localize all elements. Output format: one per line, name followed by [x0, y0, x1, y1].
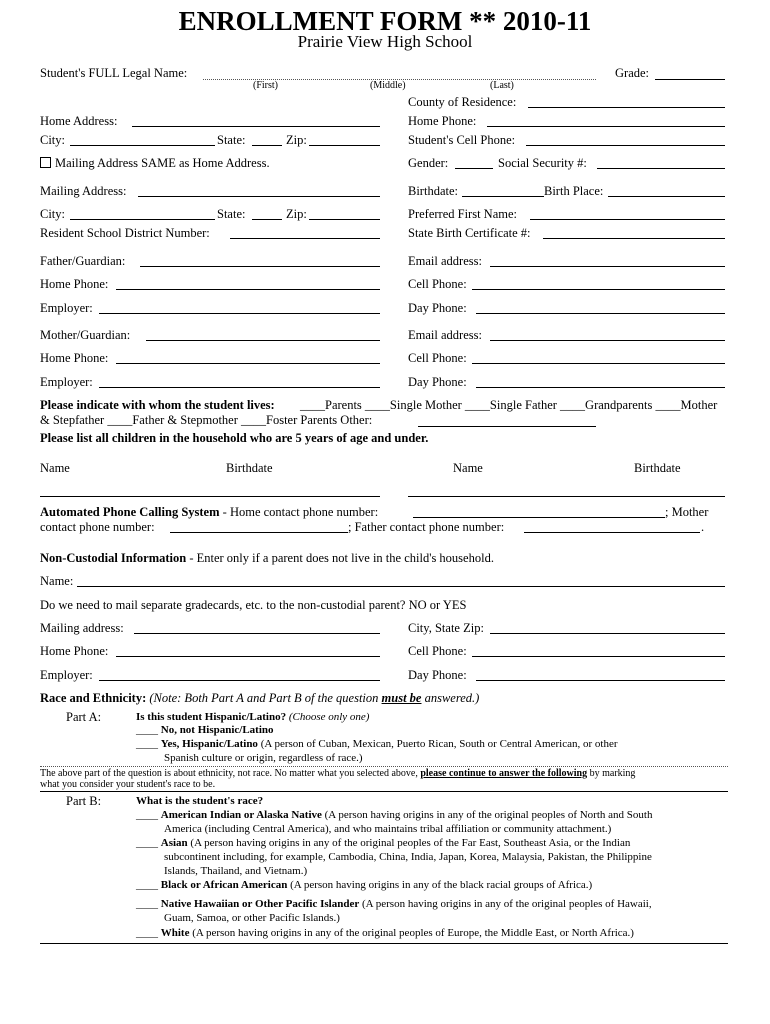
race-asian-option[interactable] — [136, 837, 630, 850]
father-employer-label: Employer: — [40, 301, 93, 315]
children-birthdate-header: Birthdate — [226, 461, 273, 475]
separate-mail-question[interactable]: Do we need to mail separate gradecards, etc. to the non-custodial parent? NO or YES — [40, 598, 467, 612]
noncustodial-desc: - Enter only if a parent does not live in the child's household. — [186, 551, 494, 565]
noncustodial-day-phone-field[interactable] — [476, 680, 725, 681]
race-black-desc: (A person having origins in any of the black racial groups of Africa.) — [287, 879, 593, 891]
ssn-field[interactable] — [597, 168, 725, 169]
mother-day-phone-label: Day Phone: — [408, 375, 467, 389]
father-contact-period: . — [701, 520, 705, 534]
father-day-phone-label: Day Phone: — [408, 301, 467, 315]
race-asian-desc-2: subcontinent including, for example, Cambodia, China, India, Japan, Korea, Malaysia, Pakistan, the Philippine — [164, 851, 652, 863]
phone-system-line1 — [40, 505, 378, 520]
mailing-address-label: Mailing Address: — [40, 184, 127, 198]
state-label: State: — [217, 133, 246, 147]
race-black-blank[interactable]: ____ — [136, 879, 158, 891]
father-contact-field[interactable] — [524, 532, 700, 533]
children-name-header: Name — [40, 461, 70, 475]
mother-guardian-label: Mother/Guardian: — [40, 328, 131, 342]
father-guardian-label: Father/Guardian: — [40, 254, 126, 268]
yes-hispanic-label: Yes, Hispanic/Latino — [160, 738, 258, 750]
home-phone-field[interactable] — [487, 126, 725, 127]
birth-cert-label: State Birth Certificate #: — [408, 226, 531, 240]
father-home-phone-field[interactable] — [116, 289, 380, 290]
father-guardian-field[interactable] — [140, 266, 380, 267]
child-entry-field-1[interactable] — [40, 496, 380, 497]
ethnicity-note-link: please continue to answer the following — [420, 768, 588, 779]
race-ai-option[interactable] — [136, 809, 652, 822]
noncustodial-heading — [40, 551, 494, 566]
father-home-phone-label: Home Phone: — [40, 277, 109, 291]
noncustodial-home-phone-label: Home Phone: — [40, 644, 109, 658]
ethnicity-note-b: by marking — [587, 768, 636, 779]
mother-tail: ; Mother — [665, 505, 709, 519]
part-b-label: Part B: — [66, 794, 102, 808]
no-hispanic-blank[interactable]: ____ — [136, 724, 158, 736]
full-name-label: Student's FULL Legal Name: — [40, 66, 188, 80]
mail-city-field[interactable] — [70, 219, 215, 220]
race-ai-label: American Indian or Alaska Native — [160, 809, 322, 821]
home-phone-label: Home Phone: — [408, 114, 477, 128]
no-hispanic-label: No, not Hispanic/Latino — [160, 724, 274, 736]
part-a-question: Is this student Hispanic/Latino? — [136, 711, 287, 723]
separator-rule — [40, 791, 728, 792]
mother-employer-label: Employer: — [40, 375, 93, 389]
race-nh-label: Native Hawaiian or Other Pacific Islander — [160, 898, 360, 910]
ethnicity-note-a: The above part of the question is about ethnicity, not race. No matter what you selected above, — [40, 768, 421, 779]
mail-state-label: State: — [217, 207, 246, 221]
phone-system-title: Automated Phone Calling System — [40, 505, 220, 519]
race-note-b: answered.) — [421, 691, 480, 705]
home-address-label: Home Address: — [40, 114, 118, 128]
city-field[interactable] — [70, 145, 215, 146]
birthplace-field[interactable] — [608, 196, 725, 197]
noncustodial-cell-field[interactable] — [472, 656, 725, 657]
student-cell-field[interactable] — [526, 145, 725, 146]
last-caption: (Last) — [490, 80, 514, 91]
race-nh-option[interactable] — [136, 898, 652, 911]
page-title: ENROLLMENT FORM ** 2010-11 — [178, 6, 592, 36]
birthplace-label: Birth Place: — [544, 184, 604, 198]
mother-home-phone-field[interactable] — [116, 363, 380, 364]
yes-hispanic-blank[interactable]: ____ — [136, 738, 158, 750]
part-a-choose: (Choose only one) — [286, 711, 370, 723]
children-name-header-2: Name — [453, 461, 483, 475]
mother-email-field[interactable] — [490, 340, 725, 341]
grade-field[interactable] — [655, 79, 725, 80]
part-a-label: Part A: — [66, 710, 102, 724]
race-ai-blank[interactable]: ____ — [136, 809, 158, 821]
home-contact-field[interactable] — [413, 517, 665, 518]
race-asian-blank[interactable]: ____ — [136, 837, 158, 849]
noncustodial-day-phone-label: Day Phone: — [408, 668, 467, 682]
preferred-name-label: Preferred First Name: — [408, 207, 517, 221]
mother-contact-label: contact phone number: — [40, 520, 155, 534]
birthdate-field[interactable] — [462, 196, 544, 197]
noncustodial-name-field[interactable] — [77, 586, 725, 587]
child-entry-field-2[interactable] — [408, 496, 725, 497]
father-cell-field[interactable] — [472, 289, 725, 290]
noncustodial-title: Non-Custodial Information — [40, 551, 187, 565]
same-address-checkbox[interactable] — [40, 157, 51, 168]
district-label: Resident School District Number: — [40, 226, 210, 240]
lives-with-options-line2[interactable]: & Stepfather ____Father & Stepmother ____Foster Parents Other: — [40, 413, 373, 427]
race-white-desc: (A person having origins in any of the original peoples of Europe, the Middle East, or North Africa.) — [189, 927, 634, 939]
yes-hispanic-option[interactable] — [136, 738, 618, 751]
race-ai-desc-2: America (including Central America), and who maintains tribal affiliation or community attachment.) — [164, 823, 612, 835]
bottom-rule — [40, 943, 728, 944]
county-field[interactable] — [528, 107, 725, 108]
race-title: Race and Ethnicity: — [40, 691, 147, 705]
race-nh-desc-1: (A person having origins in any of the original peoples of Hawaii, — [359, 898, 652, 910]
part-b-question: What is the student's race? — [136, 795, 264, 807]
noncustodial-name-label: Name: — [40, 574, 74, 588]
race-asian-label: Asian — [160, 837, 188, 849]
gender-label: Gender: — [408, 156, 449, 170]
father-cell-label: Cell Phone: — [408, 277, 467, 291]
ssn-label: Social Security #: — [498, 156, 587, 170]
race-asian-desc-3: Islands, Thailand, and Vietnam.) — [164, 865, 308, 877]
race-nh-desc-2: Guam, Samoa, or other Pacific Islands.) — [164, 912, 340, 924]
first-caption: (First) — [253, 80, 278, 91]
mother-guardian-field[interactable] — [146, 340, 380, 341]
home-contact-label: - Home contact phone number: — [219, 505, 379, 519]
school-name: Prairie View High School — [297, 32, 473, 51]
race-nh-blank[interactable]: ____ — [136, 898, 158, 910]
race-white-blank[interactable]: ____ — [136, 927, 158, 939]
noncustodial-employer-field[interactable] — [99, 680, 380, 681]
noncustodial-mailing-label: Mailing address: — [40, 621, 124, 635]
state-field[interactable] — [252, 145, 282, 146]
birthdate-label: Birthdate: — [408, 184, 458, 198]
yes-hispanic-desc-2: Spanish culture or origin, regardless of race.) — [164, 752, 363, 764]
gender-field[interactable] — [455, 168, 493, 169]
noncustodial-home-phone-field[interactable] — [116, 656, 380, 657]
noncustodial-mailing-field[interactable] — [134, 633, 380, 634]
mother-employer-field[interactable] — [99, 387, 380, 388]
father-employer-field[interactable] — [99, 313, 380, 314]
race-black-option[interactable] — [136, 879, 592, 892]
same-address-option[interactable] — [40, 156, 270, 171]
noncustodial-cell-label: Cell Phone: — [408, 644, 467, 658]
race-asian-desc-1: (A person having origins in any of the original peoples of the Far East, Southeast Asia, or the Indian — [187, 837, 631, 849]
mother-email-label: Email address: — [408, 328, 482, 342]
race-white-option[interactable] — [136, 927, 634, 940]
zip-label: Zip: — [286, 133, 307, 147]
father-email-field[interactable] — [490, 266, 725, 267]
mother-contact-field[interactable] — [170, 532, 348, 533]
student-cell-label: Student's Cell Phone: — [408, 133, 516, 147]
noncustodial-city-field[interactable] — [490, 633, 725, 634]
part-a-question-line — [136, 711, 369, 724]
no-hispanic-option[interactable] — [136, 724, 274, 737]
mail-zip-label: Zip: — [286, 207, 307, 221]
mother-day-phone-field[interactable] — [476, 387, 725, 388]
zip-field[interactable] — [309, 145, 380, 146]
home-address-field[interactable] — [132, 126, 380, 127]
mother-cell-label: Cell Phone: — [408, 351, 467, 365]
race-ai-desc-1: (A person having origins in any of the original peoples of North and South — [321, 809, 653, 821]
mail-state-field[interactable] — [252, 219, 282, 220]
mail-zip-field[interactable] — [309, 219, 380, 220]
lives-with-prompt: Please indicate with whom the student lives: — [40, 398, 275, 412]
same-address-label: Mailing Address SAME as Home Address. — [55, 156, 270, 170]
race-note-a: (Note: Both Part A and Part B of the question — [146, 691, 382, 705]
separator-line — [40, 766, 728, 767]
mail-city-label: City: — [40, 207, 66, 221]
children-prompt: Please list all children in the household who are 5 years of age and under. — [40, 431, 429, 445]
race-note-must: must be — [381, 691, 422, 705]
yes-hispanic-desc-1: (A person of Cuban, Mexican, Puerto Rican, South or Central American, or other — [257, 738, 618, 750]
preferred-name-field[interactable] — [530, 219, 725, 220]
district-field[interactable] — [230, 238, 380, 239]
city-label: City: — [40, 133, 66, 147]
race-white-label: White — [160, 927, 190, 939]
grade-label: Grade: — [615, 66, 650, 80]
ethnicity-note-line2: what you consider your student's race to be. — [40, 779, 216, 790]
middle-caption: (Middle) — [370, 80, 406, 91]
mailing-address-field[interactable] — [138, 196, 380, 197]
race-heading — [40, 691, 479, 706]
noncustodial-city-label: City, State Zip: — [408, 621, 484, 635]
father-email-label: Email address: — [408, 254, 482, 268]
father-contact-label: ; Father contact phone number: — [348, 520, 505, 534]
father-day-phone-field[interactable] — [476, 313, 725, 314]
lives-with-other-field[interactable] — [418, 426, 596, 427]
birth-cert-field[interactable] — [543, 238, 725, 239]
noncustodial-employer-label: Employer: — [40, 668, 93, 682]
race-black-label: Black or African American — [160, 879, 288, 891]
county-label: County of Residence: — [408, 95, 517, 109]
mother-home-phone-label: Home Phone: — [40, 351, 109, 365]
children-birthdate-header-2: Birthdate — [634, 461, 681, 475]
lives-with-options-line1[interactable]: ____Parents ____Single Mother ____Single Father ____Grandparents ____Mother — [300, 398, 718, 412]
mother-cell-field[interactable] — [472, 363, 725, 364]
